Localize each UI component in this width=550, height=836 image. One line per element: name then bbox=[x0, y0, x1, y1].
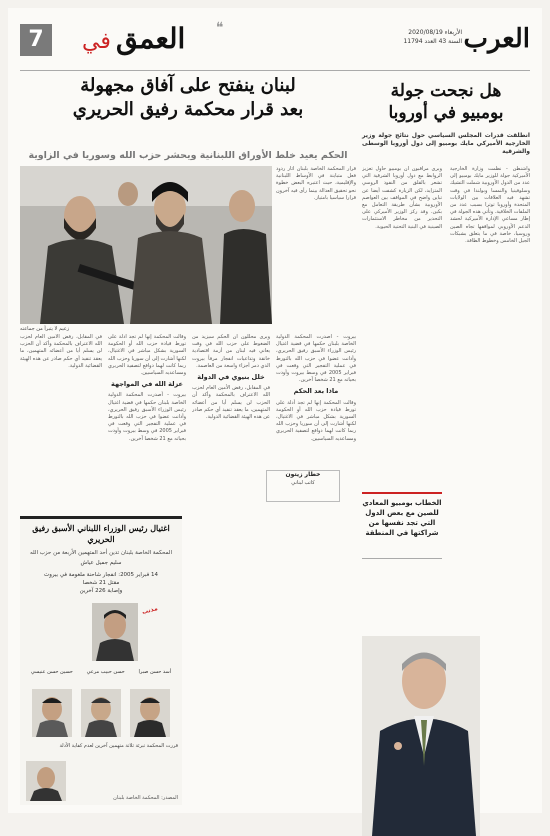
newspaper-logo: العرب bbox=[463, 24, 530, 54]
main-col-2-text: ويرى محللون أن الحكم سيزيد من الضغوط على حزب الله في وقت يعاني فيه لبنان من أزمة اقتصادية خانقة وتداعيات انفجار مرفأ بيروت الذي دمر أجزاء واسعة من العاصمة. bbox=[192, 334, 270, 369]
right-body-col-a: واشنطن - نظمت وزارة الخارجية الأميركية جولة للوزير مايك بومبيو إلى عدد من الدول الأوروبية شملت التشيك وسلوفينيا والنمسا وبولندا في وقت تشهد فيه العلاقات بين الولايات المتحدة وأوروبا توترا بسبب عدد من الملفات الخلافية. وتأتي هذه الجولة في إطار مساعي الإدارة الأميركية لحشد الدعم الأوروبي لمواقفها تجاه الصين وروسيا، خاصة في ما يتعلق بشبكات الجيل الخامس وخطوط الطاقة. bbox=[450, 166, 530, 245]
masthead bbox=[20, 20, 530, 64]
quote-mark-icon: ❝ bbox=[216, 20, 224, 36]
suspects-infobox bbox=[20, 516, 182, 805]
pompeo-photo bbox=[362, 636, 480, 836]
main-headline bbox=[20, 74, 356, 122]
suspect-face-1 bbox=[130, 689, 170, 737]
right-headline-line2: بومبيو في أوروبا bbox=[388, 103, 504, 123]
issue-info bbox=[382, 28, 462, 46]
section-main: العمق bbox=[115, 22, 186, 55]
fact-3: وإصابة 226 آخرين bbox=[79, 588, 123, 594]
section-prefix: في bbox=[82, 29, 111, 54]
suspect-portrait bbox=[92, 603, 138, 661]
fact-2: مقتل 21 شخصا bbox=[82, 580, 120, 586]
main-headline-line2: بعد قرار محكمة رفيق الحريري bbox=[72, 99, 304, 120]
suspect-faces bbox=[24, 689, 178, 737]
guilty-stamp: مذنب bbox=[141, 605, 159, 616]
suspect-face-3 bbox=[32, 689, 72, 737]
suspect-name-2: حسن حبيب مرعي bbox=[86, 669, 125, 675]
main-col-4-text: في المقابل، رفض الأمين العام لحزب الله الاعتراف بالمحكمة وأكد أن الحزب لن يسلم أيا من أعضائه المتهمين، ما يعقد تنفيذ أي حكم صادر عن هذه الهيئة القضائية الدولية. bbox=[20, 334, 102, 369]
infobox-facts bbox=[20, 569, 182, 597]
author-byline bbox=[266, 470, 340, 502]
infobox-source: المصدر: المحكمة الخاصة بلبنان bbox=[113, 795, 178, 801]
right-body bbox=[362, 166, 530, 706]
main-intro-col: قرار المحكمة الخاصة بلبنان أثار ردود فعل متباينة في الأوساط اللبنانية والإقليمية، حيث اعتبره البعض خطوة نحو تحقيق العدالة بينما رأى فيه آخرون قرارا سياسيا بامتياز. bbox=[276, 166, 356, 201]
main-col-3-text-b: بيروت - أصدرت المحكمة الدولية الخاصة بلبنان حكمها في قضية اغتيال رئيس الوزراء الأسبق رفيق الحريري، وأدانت عضوا في حزب الله بالتورط في عملية التفجير التي وقعت في فبراير 2005 في وسط بيروت وأودت بحياته مع 21 شخصا آخرين. bbox=[108, 392, 186, 442]
subhead-isolation: عزلة الله في المواجهة bbox=[111, 380, 183, 389]
main-col-2-text-b: في المقابل، رفض الأمين العام لحزب الله الاعتراف بالمحكمة وأكد أن الحزب لن يسلم أيا من أعضائه المتهمين، ما يعقد تنفيذ أي حكم صادر عن هذه الهيئة القضائية الدولية. bbox=[192, 385, 270, 421]
section-title bbox=[78, 22, 238, 62]
photo-caption: زعيم لا يتبرأ من جماعته bbox=[20, 326, 70, 332]
divider bbox=[20, 70, 530, 71]
right-lead: انطلقت قدرات المجلس السياسي حول نتائج جولة وزير الخارجية الأميركي مايك بومبيو إلى دول أوروبا الوسطى والشرقية bbox=[362, 132, 530, 155]
nasrallah-photo bbox=[20, 166, 272, 324]
issue-number: السنة 43 العدد 11794 bbox=[403, 38, 462, 45]
subhead-structural: خلل بنيوي في الدولة bbox=[197, 373, 265, 382]
infobox-footnote: قررت المحكمة تبرئة ثلاثة متهمين آخرين لعدم كفاية الأدلة bbox=[59, 743, 178, 749]
main-headline-line1: لبنان ينفتح على آفاق مجهولة bbox=[80, 75, 296, 96]
subhead-after-ruling: ماذا بعد الحكم bbox=[293, 387, 339, 396]
right-headline bbox=[362, 80, 530, 124]
suspect-name-3: حسين حسن عنيسي bbox=[30, 669, 73, 675]
main-col-1 bbox=[276, 334, 356, 804]
issue-date: الأربعاء 2020/08/19 bbox=[408, 29, 462, 36]
infobox-headline: اغتيال رئيس الوزراء اللبناني الأسبق رفيق الحريري bbox=[32, 523, 170, 544]
main-col-2 bbox=[192, 334, 270, 804]
main-col-1-text: بيروت - أصدرت المحكمة الدولية الخاصة بلبنان حكمها في قضية اغتيال رئيس الوزراء الأسبق رفيق الحريري، وأدانت عضوا في حزب الله بالتورط في عملية التفجير التي وقعت في فبراير 2005 في وسط بيروت وأودت بحياته مع 21 شخصا آخرين. bbox=[276, 334, 356, 384]
right-headline-line1: هل نجحت جولة bbox=[390, 81, 502, 101]
main-col-3-text: وقالت المحكمة إنها لم تجد أدلة على تورط قيادة حزب الله أو الحكومة السورية بشكل مباشر في الاغتيال، لكنها أشارت إلى أن سوريا وحزب الله ربما كانت لهما دوافع لتصفية الحريري ومساعديه السياسيين. bbox=[108, 334, 186, 377]
main-col-1-text-b: وقالت المحكمة إنها لم تجد أدلة على تورط قيادة حزب الله أو الحكومة السورية بشكل مباشر في الاغتيال، لكنها أشارت إلى أن سوريا وحزب الله ربما كانت لهما دوافع لتصفية الحريري ومساعديه السياسيين. bbox=[276, 399, 356, 442]
author-title: كاتب لبناني bbox=[291, 480, 315, 486]
suspect-face-2 bbox=[81, 689, 121, 737]
right-pullquote: الخطاب بومبيو المعادي للصين مع بعض الدول التي تجد نفسها من شراكتها في المنطقة bbox=[362, 492, 442, 559]
right-story bbox=[362, 76, 530, 806]
page-number: 7 bbox=[20, 24, 52, 56]
right-body-col-b: ويرى مراقبون أن بومبيو حاول تعزيز الروابط مع دول أوروبا الشرقية التي تشعر بالقلق من النفوذ الروسي المتزايد، لكن الزيارة كشفت أيضا عن تباين واضح في المواقف بين العواصم الأوروبية بشأن طريقة التعامل مع بكين. وقد ركز الوزير الأميركي على التحذير من مخاطر الاستثمارات الصينية في البنية التحتية الحيوية. bbox=[362, 166, 442, 230]
infobox-main-name: سليم جميل عياش bbox=[80, 560, 122, 566]
author-name: خطار زيتون bbox=[285, 471, 321, 478]
suspect-names bbox=[24, 669, 178, 675]
fact-1: 14 فبراير 2005: انفجار شاحنة ملغومة في بيروت bbox=[44, 572, 158, 578]
infobox-subline: المحكمة الخاصة بلبنان تدين أحد المتهمين الأربعة من حزب الله bbox=[30, 550, 172, 556]
main-subheadline: الحكم يعيد خلط الأوراق اللبنانية ويحشر حزب الله وسوريا في الزاوية bbox=[28, 150, 348, 161]
suspect-name-1: أسد حسن صبرا bbox=[138, 669, 172, 675]
suspect-face-4 bbox=[26, 761, 66, 801]
